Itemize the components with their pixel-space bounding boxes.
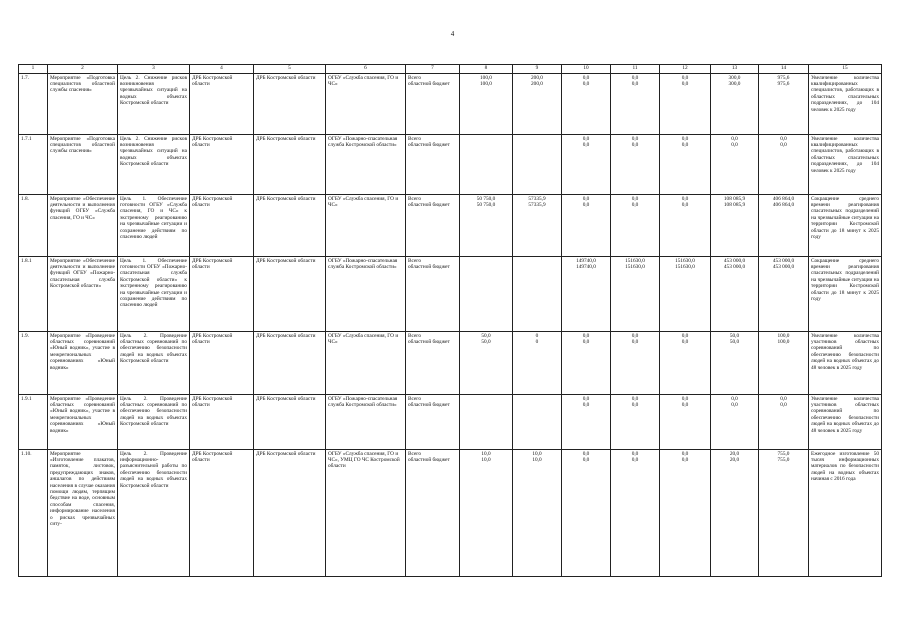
funding-amount: 0,0	[681, 74, 689, 81]
funding-amount: 0,0	[582, 135, 590, 142]
funding-value	[611, 194, 660, 256]
expected-result: Сокращение среднего времени реагирования спасательных подразделений на чрезвычайные ситуации на территории Костромской области до 18 минут к 2025 году	[809, 256, 882, 331]
column-number: 2	[48, 65, 118, 74]
funding-source	[406, 449, 460, 576]
funding-amount: 0,0	[582, 195, 590, 202]
funding-value	[513, 73, 562, 134]
funding-source-label: областной бюджет	[408, 456, 450, 463]
funding-value	[711, 256, 759, 331]
funding-source-label: областной бюджет	[408, 263, 450, 270]
funding-amount	[515, 264, 559, 270]
funding-value	[711, 134, 759, 194]
funding-value	[460, 134, 513, 194]
goal-text: Цель 2. Снижение рисков возникновения чрезвычайных ситуаций на водных объектах Костромской области	[118, 134, 190, 194]
funding-value	[711, 194, 759, 256]
funding-amount: 0,0	[731, 141, 738, 148]
funding-amount: 0,0	[631, 450, 639, 457]
funding-amount: 0,0	[780, 401, 787, 408]
funding-amount: 100,0	[777, 338, 790, 345]
row-number: 1.10.	[19, 449, 48, 576]
funding-amount: 0,0	[631, 74, 639, 81]
table-row	[19, 134, 882, 194]
funding-amount: 300,0	[728, 74, 741, 81]
funding-amount: 57335,9	[528, 201, 546, 208]
funding-amount: 151630,0	[625, 263, 645, 270]
funding-value	[562, 449, 611, 576]
funding-value	[513, 449, 562, 576]
funding-value	[711, 394, 759, 449]
funding-source-label: областной бюджет	[408, 401, 450, 408]
funding-value	[513, 331, 562, 394]
funding-amount	[462, 142, 510, 148]
column-number-row	[19, 65, 882, 74]
funding-source-label: Всего	[408, 395, 421, 402]
funding-value	[660, 449, 711, 576]
event-name: Мероприятие «Проведение областных соревнований «Юный водник», участие в межрегиональных соревнованиях «Юный водник»	[48, 394, 118, 449]
funding-amount: 0,0	[681, 80, 689, 87]
goal-text: Цель 2. Проведение областных соревнований по обеспечению безопасности людей на водных объектах Костромской области	[118, 394, 190, 449]
coexecutor: ДРБ Костромской области	[254, 394, 326, 449]
funding-value	[460, 449, 513, 576]
funding-value	[660, 331, 711, 394]
participant: ОГБУ «Пожарно-спасательная служба Костромской области»	[326, 256, 406, 331]
funding-value	[660, 394, 711, 449]
funding-amount: 0,0	[631, 80, 639, 87]
column-number: 11	[611, 65, 660, 74]
event-name: Мероприятие «Проведение областных соревнований «Юный водник», участие в межрегиональных соревнованиях «Юный водник»	[48, 331, 118, 394]
participant: ОГБУ «Служба спасения, ГО и ЧС»	[326, 331, 406, 394]
funding-amount: 100,0	[480, 74, 492, 81]
funding-amount: 108 085,9	[723, 201, 746, 208]
funding-amount: 151630,0	[675, 263, 695, 270]
table-row	[19, 194, 882, 256]
row-number: 1.9.	[19, 331, 48, 394]
funding-value	[660, 256, 711, 331]
funding-amount: 50 750,0	[476, 201, 496, 208]
responsible-executor: ДРБ Костромской области	[190, 394, 254, 449]
funding-amount: 50,0	[481, 332, 491, 339]
participant: ОГБУ «Пожарно-спасательная служба Костромской области»	[326, 134, 406, 194]
funding-value	[711, 449, 759, 576]
column-number: 13	[711, 65, 759, 74]
column-number: 7	[406, 65, 460, 74]
funding-amount: 20,0	[729, 450, 740, 457]
column-number: 15	[809, 65, 882, 74]
funding-value	[711, 73, 759, 134]
funding-value	[611, 256, 660, 331]
funding-value	[460, 394, 513, 449]
funding-amount: 755,0	[777, 450, 790, 457]
funding-value	[562, 134, 611, 194]
funding-amount: 0,0	[681, 141, 689, 148]
funding-value	[759, 449, 809, 576]
funding-amount: 50,0	[729, 332, 740, 339]
funding-amount: 50 750,0	[476, 195, 496, 202]
responsible-executor: ДРБ Костромской области	[190, 449, 254, 576]
funding-amount: 453 000,0	[772, 257, 795, 264]
funding-value	[513, 394, 562, 449]
funding-value	[759, 194, 809, 256]
funding-value	[513, 256, 562, 331]
funding-value	[759, 394, 809, 449]
funding-amount: 300,0	[728, 80, 741, 87]
expected-result: Увеличение количества квалифицированных специалистов, работающих в областных спасательных подразделениях, до 104 человек к 2025 году	[809, 134, 882, 194]
table-row	[19, 331, 882, 394]
row-number: 1.7.1	[19, 134, 48, 194]
funding-amount: 0,0	[582, 456, 590, 463]
funding-amount: 0,0	[681, 456, 689, 463]
funding-source-label: Всего	[408, 450, 421, 457]
column-number: 14	[759, 65, 809, 74]
funding-amount: 0,0	[780, 395, 787, 402]
funding-amount: 0,0	[582, 201, 590, 208]
funding-value	[562, 194, 611, 256]
funding-value	[562, 256, 611, 331]
funding-source	[406, 194, 460, 256]
funding-amount: 0,0	[631, 332, 639, 339]
responsible-executor: ДРБ Костромской области	[190, 256, 254, 331]
coexecutor: ДРБ Костромской области	[254, 256, 326, 331]
funding-amount: 0,0	[681, 332, 689, 339]
funding-amount: 453 000,0	[723, 263, 746, 270]
funding-amount	[515, 142, 559, 148]
responsible-executor: ДРБ Костромской области	[190, 134, 254, 194]
funding-source-label: областной бюджет	[408, 338, 450, 345]
funding-source-label: Всего	[408, 74, 421, 81]
funding-value	[660, 73, 711, 134]
row-number: 1.9.1	[19, 394, 48, 449]
funding-amount: 0,0	[681, 135, 689, 142]
funding-value	[759, 256, 809, 331]
funding-amount: 108 085,9	[723, 195, 746, 202]
funding-amount: 0,0	[631, 201, 639, 208]
table-row	[19, 256, 882, 331]
funding-amount: 406 864,0	[772, 195, 795, 202]
funding-amount: 0,0	[631, 456, 639, 463]
coexecutor: ДРБ Костромской области	[254, 331, 326, 394]
goal-text: Цель 2. Снижение рисков возникновения чрезвычайных ситуаций на водных объектах Костромской области	[118, 73, 190, 134]
funding-amount	[462, 264, 510, 270]
funding-amount: 151630,0	[625, 257, 645, 264]
funding-source	[406, 394, 460, 449]
funding-amount: 10,0	[481, 456, 491, 463]
column-number: 12	[660, 65, 711, 74]
row-number: 1.8.1	[19, 256, 48, 331]
funding-amount: 50,0	[729, 338, 740, 345]
expected-result: Увеличение количества квалифицированных специалистов, работающих в областных спасательных подразделениях, до 104 человек к 2025 году	[809, 73, 882, 134]
column-number: 6	[326, 65, 406, 74]
participant: ОГБУ «Пожарно-спасательная служба Костромской области»	[326, 394, 406, 449]
expected-result: Ежегодное изготовление 50 тысяч информационных материалов по безопасности людей на водных объектах начиная с 2016 года	[809, 449, 882, 576]
responsible-executor: ДРБ Костромской области	[190, 194, 254, 256]
funding-value	[513, 134, 562, 194]
table-row	[19, 449, 882, 576]
goal-text: Цель 2. Проведение информационно-разъяснительной работы по обеспечению безопасности людей на водных объектах Костромской области	[118, 449, 190, 576]
coexecutor: ДРБ Костромской области	[254, 134, 326, 194]
funding-amount: 0,0	[681, 395, 689, 402]
event-name: Мероприятие «Изготовление плакатов, памяток, листовок, предупреждающих знаков, аншлагов по действиям населения в случае оказания помощи людям, терпящим бедствие на воде, основным способам спасения, информирование населения о рисках чрезвычайных ситу-	[48, 449, 118, 576]
funding-value	[460, 194, 513, 256]
funding-amount: 0,0	[631, 338, 639, 345]
funding-amount: 0,0	[582, 141, 590, 148]
goal-text: Цель 2. Проведение областных соревнований по обеспечению безопасности людей на водных объектах Костромской области	[118, 331, 190, 394]
responsible-executor: ДРБ Костромской области	[190, 331, 254, 394]
column-number: 8	[460, 65, 513, 74]
row-number: 1.8.	[19, 194, 48, 256]
funding-amount: 0,0	[681, 401, 689, 408]
funding-amount: 0,0	[681, 195, 689, 202]
expected-result: Увеличение количества участников областных соревнований по обеспечению безопасности людей на водных объектах до 48 человек в 2025 году	[809, 394, 882, 449]
funding-value	[611, 134, 660, 194]
funding-amount: 0,0	[582, 338, 590, 345]
column-number: 5	[254, 65, 326, 74]
funding-amount: 0,0	[631, 401, 639, 408]
goal-text: Цель 1. Обеспечение готовности ОГБУ «Пожарно-спасательная служба Костромской области» к экстренному реагированию на чрезвычайные ситуации и сохранение действиям по спасению людей	[118, 256, 190, 331]
participant: ОГБУ «Служба спасения, ГО и ЧС»	[326, 73, 406, 134]
funding-amount: 0,0	[582, 332, 590, 339]
coexecutor: ДРБ Костромской области	[254, 73, 326, 134]
funding-amount: 0,0	[582, 74, 590, 81]
funding-value	[562, 331, 611, 394]
funding-amount: 0,0	[681, 338, 689, 345]
coexecutor: ДРБ Костромской области	[254, 194, 326, 256]
funding-value	[711, 331, 759, 394]
funding-amount: 0,0	[681, 201, 689, 208]
funding-amount: 200,0	[531, 74, 543, 81]
funding-amount: 0,0	[731, 401, 738, 408]
funding-amount: 975,6	[777, 74, 790, 81]
funding-amount: 453 000,0	[772, 263, 795, 270]
funding-amount: 755,0	[777, 456, 790, 463]
funding-amount: 0,0	[780, 141, 787, 148]
funding-source	[406, 331, 460, 394]
table-row	[19, 394, 882, 449]
event-name: Мероприятие «Подготовка специалистов областной службы спасения»	[48, 73, 118, 134]
funding-amount: 149740,0	[576, 257, 596, 264]
funding-amount: 10,0	[532, 450, 542, 457]
funding-source-label: областной бюджет	[408, 80, 450, 87]
expected-result: Сокращение среднего времени реагирования спасательных подразделений на чрезвычайные ситуации на территории Костромской области до 18 минут к 2025 году	[809, 194, 882, 256]
expected-result: Увеличение количества участников областных соревнований по обеспечению безопасности людей на водных объектах до 48 человек в 2025 году	[809, 331, 882, 394]
funding-amount: 0,0	[582, 80, 590, 87]
page-number: 4	[450, 30, 455, 38]
funding-amount: 0	[535, 332, 539, 339]
funding-amount: 0,0	[582, 401, 590, 408]
funding-value	[611, 449, 660, 576]
funding-amount: 0,0	[731, 395, 738, 402]
funding-amount: 100,0	[480, 80, 492, 87]
funding-value	[460, 331, 513, 394]
funding-amount: 0,0	[631, 395, 639, 402]
funding-value	[562, 394, 611, 449]
funding-source-label: областной бюджет	[408, 201, 450, 208]
funding-amount: 149740,0	[576, 263, 596, 270]
column-number: 3	[118, 65, 190, 74]
participant: ОГБУ «Служба спасения, ГО и ЧС»	[326, 194, 406, 256]
funding-amount: 0,0	[681, 450, 689, 457]
funding-value	[611, 394, 660, 449]
funding-value	[611, 331, 660, 394]
funding-amount: 406 864,0	[772, 201, 795, 208]
funding-amount	[515, 402, 559, 408]
goal-text: Цель 1. Обеспечение готовности ОГБУ «Служба спасения, ГО и ЧС» к экстренному реагированию на чрезвычайные ситуации и сохранение действиям по спасению людей	[118, 194, 190, 256]
funding-source-label: Всего	[408, 195, 421, 202]
coexecutor: ДРБ Костромской области	[254, 449, 326, 576]
funding-value	[759, 134, 809, 194]
funding-amount: 0,0	[780, 135, 787, 142]
row-number: 1.7.	[19, 73, 48, 134]
funding-source-label: Всего	[408, 257, 421, 264]
table-row	[19, 73, 882, 134]
funding-value	[460, 73, 513, 134]
column-number: 4	[190, 65, 254, 74]
column-number: 1	[19, 65, 48, 74]
funding-value	[660, 194, 711, 256]
funding-value	[660, 134, 711, 194]
funding-value	[611, 73, 660, 134]
funding-amount: 10,0	[532, 456, 542, 463]
funding-amount: 0	[535, 338, 539, 345]
funding-source-label: Всего	[408, 332, 421, 339]
funding-source-label: Всего	[408, 135, 421, 142]
funding-amount: 453 000,0	[723, 257, 746, 264]
column-number: 10	[562, 65, 611, 74]
funding-amount: 0,0	[631, 135, 639, 142]
funding-source	[406, 73, 460, 134]
responsible-executor: ДРБ Костромской области	[190, 73, 254, 134]
funding-amount: 0,0	[582, 450, 590, 457]
event-name: Мероприятие «Подготовка специалистов областной службы спасения»	[48, 134, 118, 194]
funding-amount: 975,6	[777, 80, 790, 87]
funding-amount: 100,0	[777, 332, 790, 339]
funding-amount: 0,0	[631, 195, 639, 202]
funding-value	[759, 73, 809, 134]
program-events-table	[18, 64, 882, 577]
funding-amount: 151630,0	[675, 257, 695, 264]
funding-amount: 10,0	[481, 450, 491, 457]
column-number: 9	[513, 65, 562, 74]
event-name: Мероприятие «Обеспечение деятельности и выполнение функций ОГБУ «Пожарно-спасательная служба Костромской области»	[48, 256, 118, 331]
funding-amount: 0,0	[631, 141, 639, 148]
funding-amount: 50,0	[481, 338, 491, 345]
funding-value	[513, 194, 562, 256]
funding-value	[759, 331, 809, 394]
event-name: Мероприятие «Обеспечение деятельности и выполнения функций ОГБУ «Служба спасения, ГО и ЧС»	[48, 194, 118, 256]
participant: ОГБУ «Служба спасения, ГО и ЧС», УМЦ ГО ЧС Костромской области	[326, 449, 406, 576]
funding-amount: 57335,9	[528, 195, 546, 202]
funding-amount	[462, 402, 510, 408]
funding-source	[406, 134, 460, 194]
funding-source	[406, 256, 460, 331]
funding-amount: 0,0	[731, 135, 738, 142]
funding-source-label: областной бюджет	[408, 141, 450, 148]
funding-amount: 200,0	[531, 80, 543, 87]
funding-value	[460, 256, 513, 331]
funding-value	[562, 73, 611, 134]
funding-amount: 0,0	[582, 395, 590, 402]
funding-amount: 20,0	[729, 456, 740, 463]
